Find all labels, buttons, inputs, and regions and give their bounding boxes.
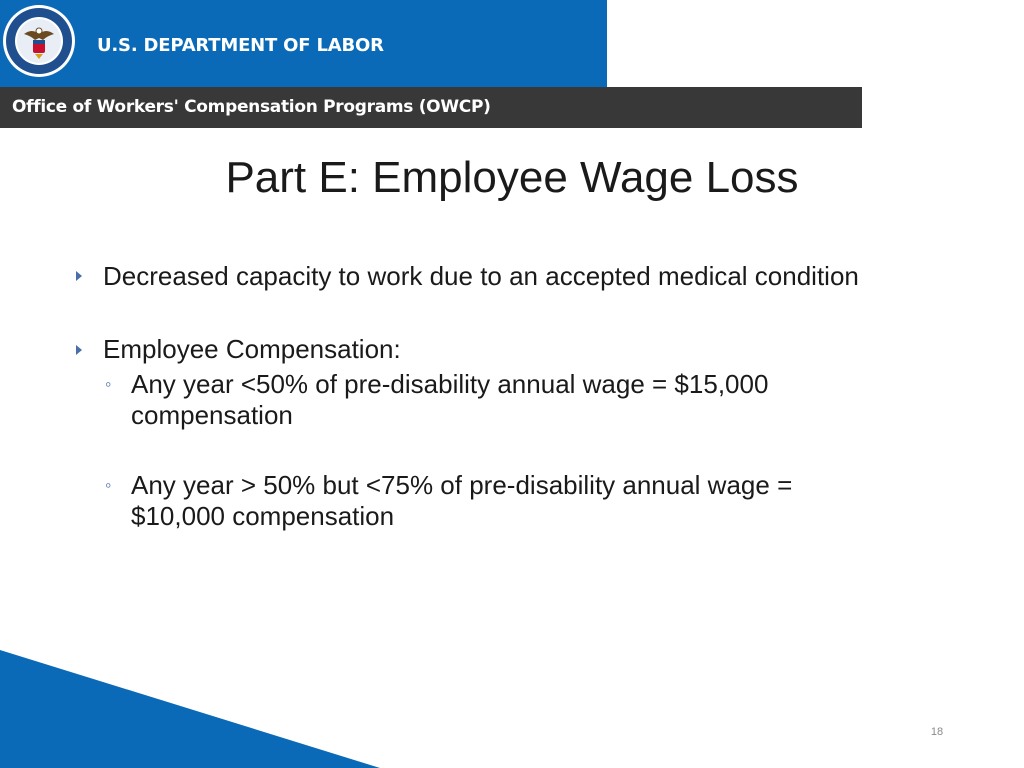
- bullet-item: Decreased capacity to work due to an accepted medical condition: [103, 261, 859, 291]
- agency-banner: [0, 0, 607, 87]
- office-name: Office of Workers' Compensation Programs (OWCP): [12, 97, 491, 117]
- decorative-corner-shape: [0, 650, 380, 768]
- bullet-item: Employee Compensation:: [103, 334, 401, 364]
- page-number: 18: [930, 726, 944, 738]
- sub-bullet-item: Any year <50% of pre-disability annual wage = $15,000 compensation: [131, 369, 769, 430]
- slide-title: Part E: Employee Wage Loss: [225, 153, 799, 202]
- bullet-arrow-icon: [76, 345, 82, 355]
- department-seal-icon: [2, 4, 76, 78]
- agency-name: U.S. DEPARTMENT OF LABOR: [97, 35, 384, 56]
- sub-bullet-item: Any year > 50% but <75% of pre-disability annual wage = $10,000 compensation: [131, 470, 793, 531]
- office-banner: [0, 87, 862, 128]
- sub-bullet-circle-icon: ◦: [105, 374, 112, 394]
- bullet-arrow-icon: [76, 271, 82, 281]
- sub-bullet-circle-icon: ◦: [105, 475, 112, 495]
